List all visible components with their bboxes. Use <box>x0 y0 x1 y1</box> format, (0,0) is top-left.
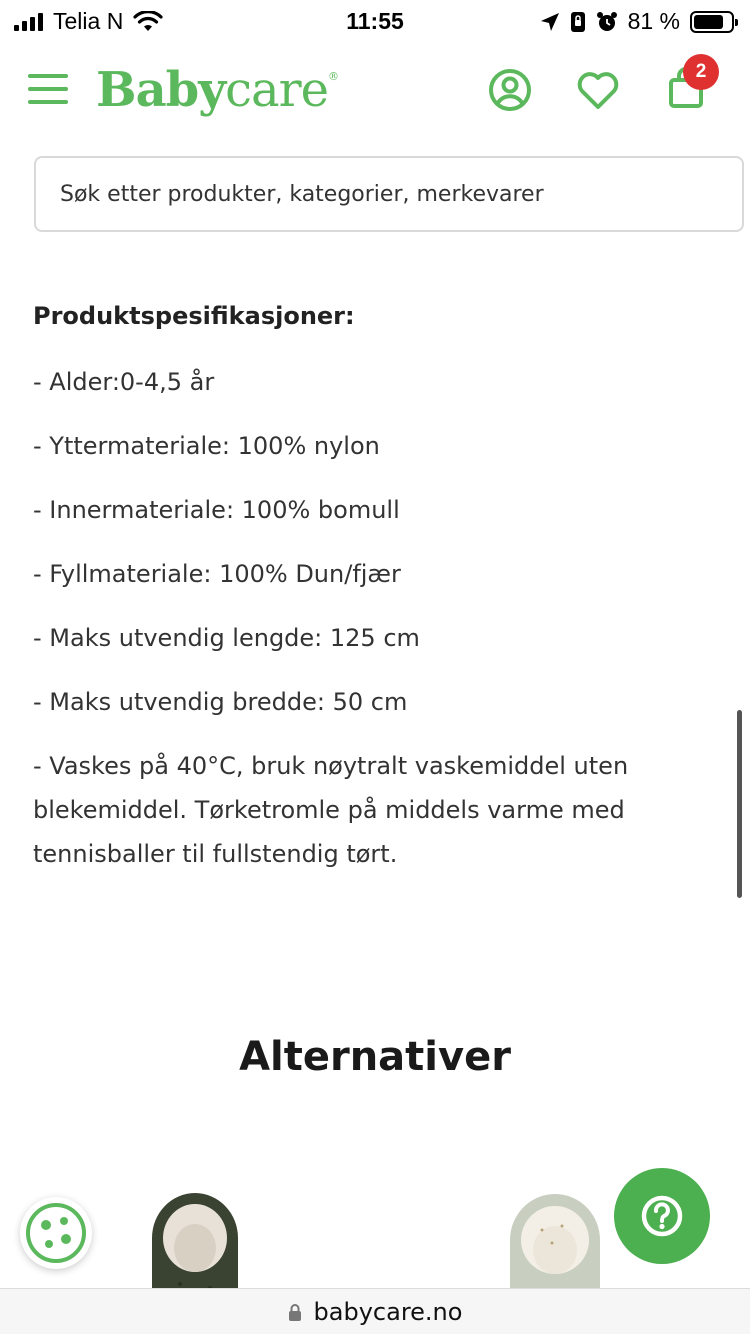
battery-percent: 81 % <box>627 8 680 34</box>
cookie-settings-button[interactable] <box>20 1197 92 1269</box>
specs-title: Produktspesifikasjoner: <box>33 302 355 330</box>
spec-item-fill-material: - Fyllmateriale: 100% Dun/fjær <box>33 560 401 588</box>
browser-url-bar[interactable] <box>0 1288 750 1334</box>
spec-item-inner-material: - Innermateriale: 100% bomull <box>33 496 400 524</box>
url-domain: babycare.no <box>313 1298 463 1326</box>
battery-icon <box>690 11 734 33</box>
cookie-icon <box>20 1197 92 1269</box>
logo-light: care <box>225 62 328 118</box>
spec-item-max-width: - Maks utvendig bredde: 50 cm <box>33 688 408 716</box>
wishlist-heart-icon[interactable] <box>576 68 620 112</box>
spec-item-outer-material: - Yttermateriale: 100% nylon <box>33 432 380 460</box>
logo-bold: Baby <box>96 62 226 118</box>
logo-registered: ® <box>327 70 338 83</box>
spec-item-max-length: - Maks utvendig lengde: 125 cm <box>33 624 420 652</box>
menu-icon[interactable] <box>28 74 68 104</box>
search-input[interactable] <box>34 156 744 232</box>
status-right <box>540 8 734 35</box>
help-icon <box>614 1168 710 1264</box>
carrier-label: Telia N <box>53 8 124 34</box>
alarm-icon <box>596 11 618 33</box>
account-icon[interactable] <box>488 68 532 112</box>
portrait-lock-icon <box>570 11 586 33</box>
location-arrow-icon <box>540 12 560 32</box>
site-header <box>0 42 750 142</box>
scrollbar-thumb[interactable] <box>737 710 742 898</box>
product-footmuff-dark-green[interactable] <box>140 1188 250 1298</box>
lock-icon <box>288 1303 302 1321</box>
cart-count-badge[interactable]: 2 <box>683 54 719 90</box>
status-time: 11:55 <box>346 8 404 34</box>
help-chat-button[interactable] <box>614 1168 710 1264</box>
product-specifications <box>33 296 673 896</box>
product-footmuff-sage[interactable] <box>500 1188 610 1298</box>
babycare-logo[interactable] <box>96 62 338 118</box>
spec-item-age: - Alder:0-4,5 år <box>33 368 215 396</box>
alternatives-title: Alternativer <box>239 1034 511 1080</box>
spec-item-washing: - Vaskes på 40°C, bruk nøytralt vaskemiddel uten blekemiddel. Tørketromle på middels varme med tennisballer til fullstendig tørt. <box>33 752 629 868</box>
status-bar <box>0 0 750 42</box>
